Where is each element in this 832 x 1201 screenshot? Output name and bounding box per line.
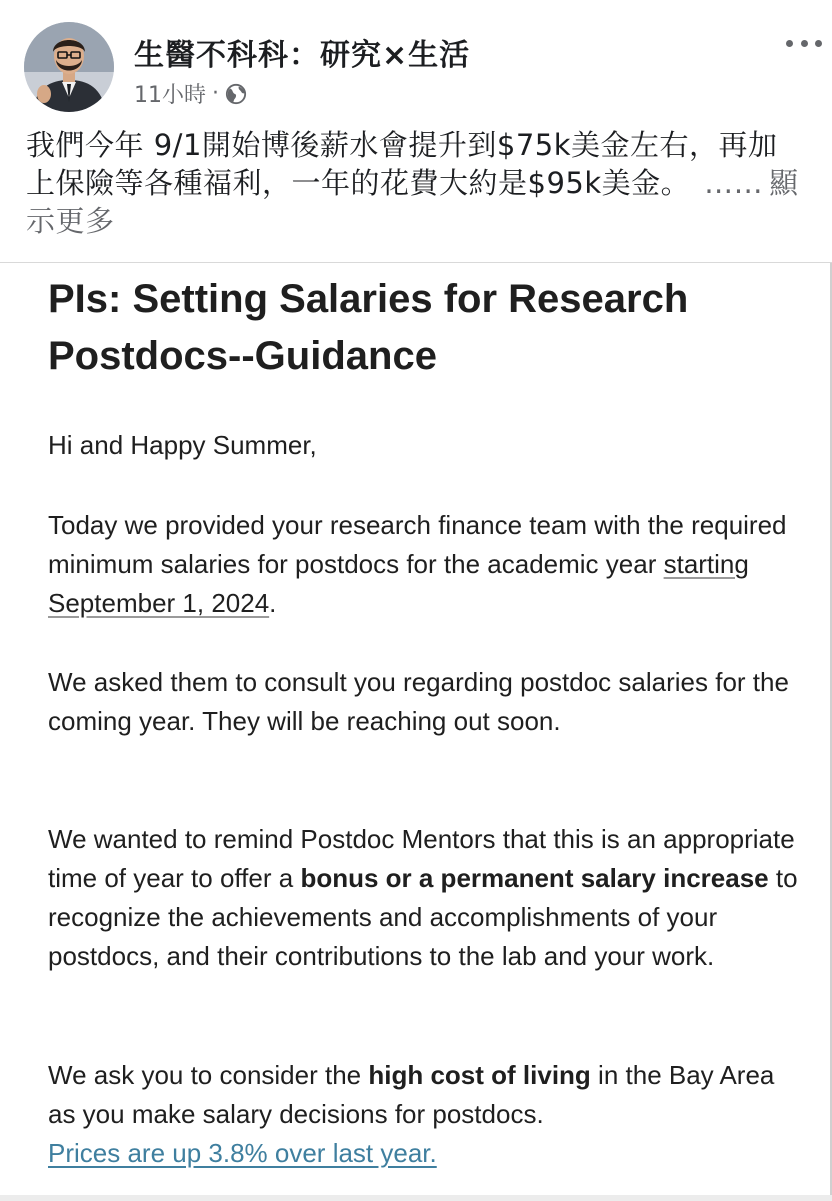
globe-icon (225, 83, 247, 105)
email-paragraph-4 (48, 1056, 808, 1173)
post-caption (26, 126, 806, 240)
post-meta (134, 78, 247, 109)
post-time[interactable]: 11小時 (134, 83, 206, 108)
email-title: PIs: Setting Salaries for Research Postdocs--Guidance (48, 277, 689, 378)
p1-end: . (269, 588, 277, 618)
p1-text: Today we provided your research finance team with the required minimum salaries for postdocs for the academic year (48, 510, 787, 579)
p3-start: We wanted to remind Postdoc Mentors that this is an appropriate time of year to offer a (48, 824, 795, 893)
author-name[interactable]: 生醫不科科：研究×生活 (134, 38, 471, 73)
p3-bold: bonus or a permanent salary increase (300, 863, 769, 893)
p4-start: We ask you to consider the (48, 1060, 362, 1090)
avatar[interactable] (24, 22, 114, 112)
email-paragraph-1 (48, 506, 808, 623)
p3-end: to recognize the achievements and accomplishments of your postdocs, and their contributions to the lab and your work. (48, 863, 798, 971)
email-greeting: Hi and Happy Summer, (48, 430, 317, 460)
more-options-icon[interactable] (786, 36, 822, 50)
p1-date: starting September 1, 2024 (48, 549, 749, 618)
meta-separator: · (212, 81, 219, 106)
post-header (0, 0, 832, 120)
p4-end: in the Bay Area as you make salary decisions for postdocs. (48, 1060, 775, 1129)
post-image[interactable] (0, 262, 832, 1201)
prices-link[interactable]: Prices are up 3.8% over last year. (48, 1138, 437, 1168)
see-more-link[interactable]: 顯示更多 (26, 166, 799, 238)
divider (0, 1195, 832, 1201)
email-paragraph-3 (48, 820, 808, 976)
p4-bold: high cost of living (368, 1060, 591, 1090)
email-paragraph-2: We asked them to consult you regarding postdoc salaries for the coming year. They will be reaching out soon. (48, 667, 789, 736)
caption-text: 我們今年 9/1開始博後薪水會提升到$75k美金左右，再加上保險等各種福利，一年的花費大約是$95k美金。 (26, 128, 778, 200)
caption-ellipsis: …… (704, 166, 764, 200)
